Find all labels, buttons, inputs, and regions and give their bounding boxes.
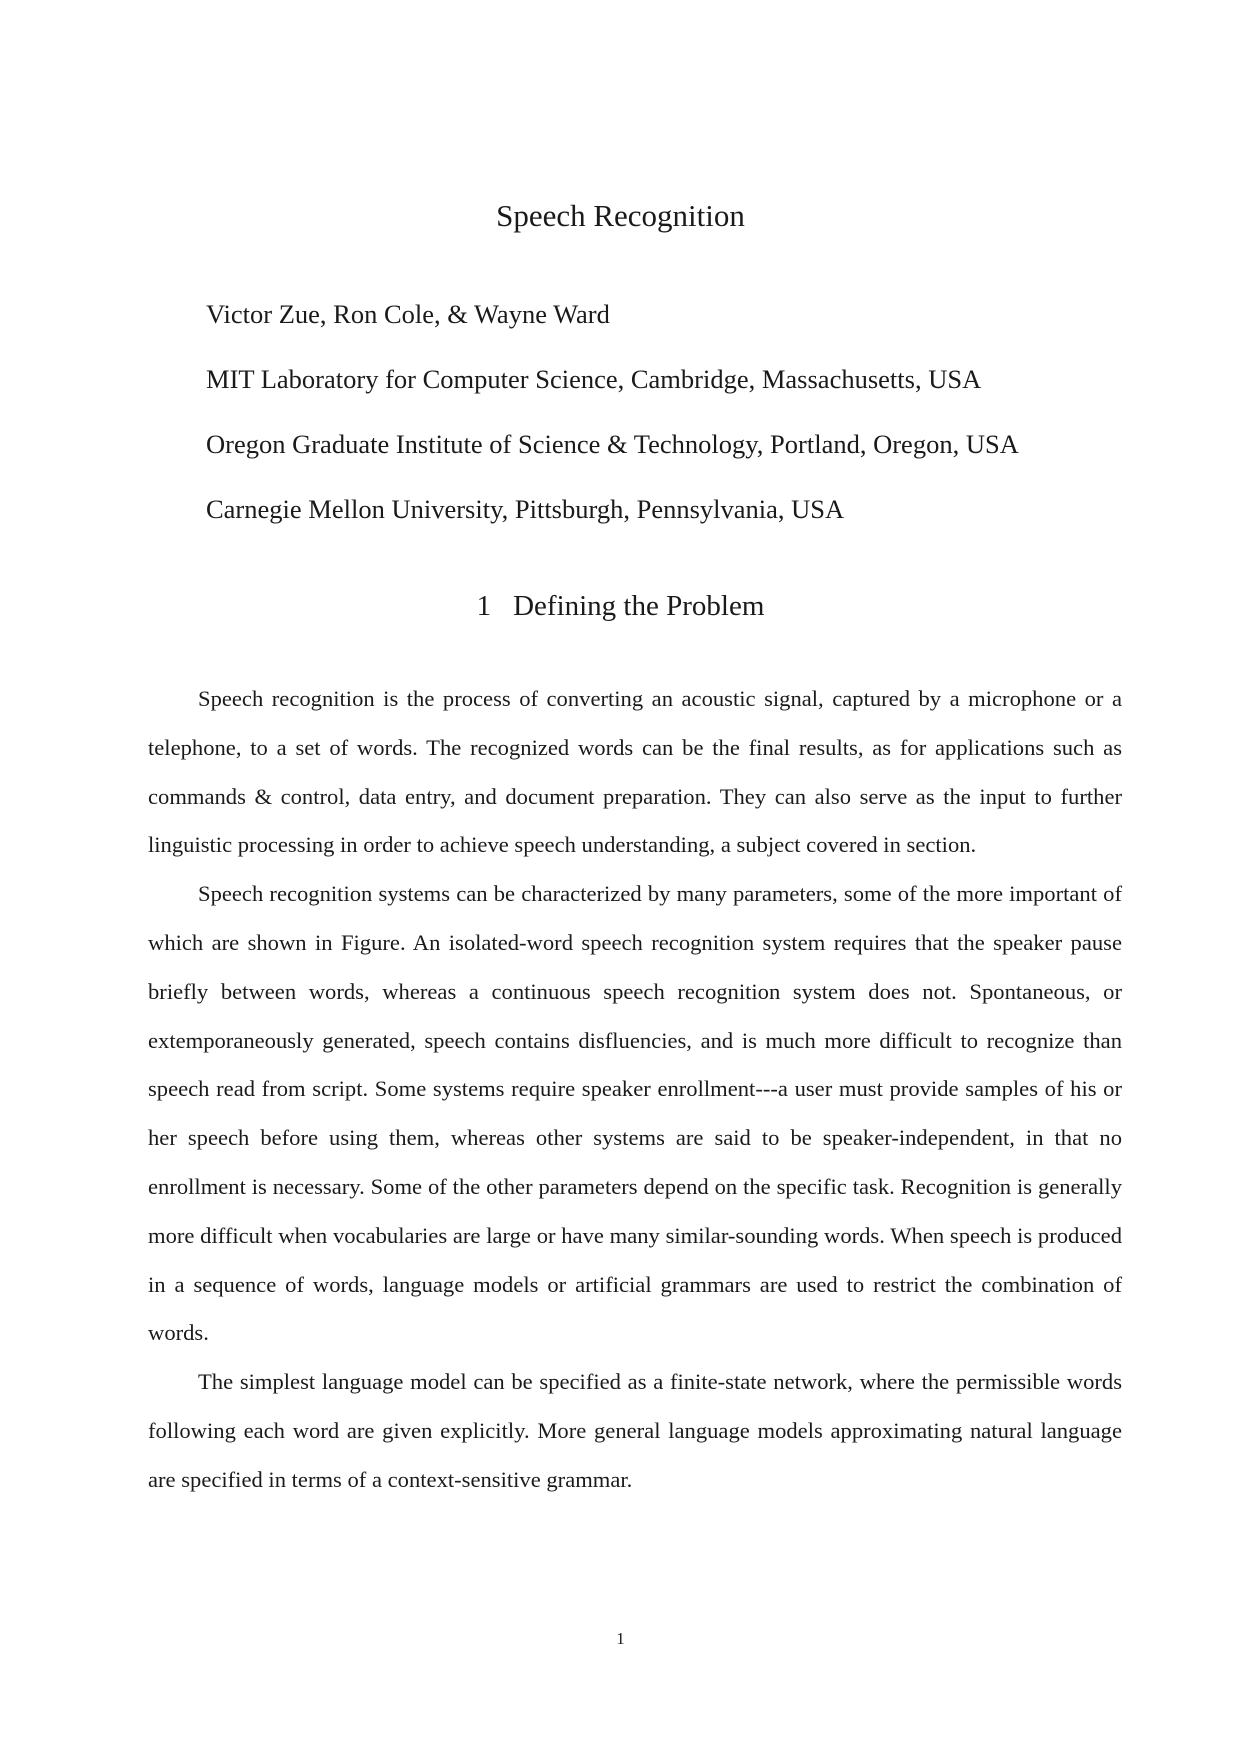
- section-number: 1: [476, 590, 492, 622]
- section-title: Defining the Problem: [513, 590, 765, 622]
- body-text: [148, 675, 1122, 1505]
- paragraph-3: The simplest language model can be specified as a finite-state network, where the permissible words following each word are given explicitly. More general language models approximating natural language are specified in terms of a context-sensitive grammar.: [148, 1369, 1122, 1492]
- page-number: 1: [616, 1629, 625, 1648]
- affiliation-mit: MIT Laboratory for Computer Science, Cambridge, Massachusetts, USA: [206, 364, 982, 394]
- paragraph-1: Speech recognition is the process of converting an acoustic signal, captured by a microphone or a telephone, to a set of words. The recognized words can be the final results, as for applications such as commands & control, data entry, and document preparation. They can also serve as the input to further linguistic processing in order to achieve speech understanding, a subject covered in section.: [148, 686, 1122, 858]
- paragraph-2: Speech recognition systems can be characterized by many parameters, some of the more important of which are shown in Figure. An isolated-word speech recognition system requires that the speaker pause briefly between words, whereas a continuous speech recognition system does not. Spontaneous, or extemporaneously generated, speech contains disfluencies, and is much more difficult to recognize than speech read from script. Some systems require speaker enrollment---a user must provide samples of his or her speech before using them, whereas other systems are said to be speaker-independent, in that no enrollment is necessary. Some of the other parameters depend on the specific task. Recognition is generally more difficult when vocabularies are large or have many similar-sounding words. When speech is produced in a sequence of words, language models or artificial grammars are used to restrict the combination of words.: [148, 881, 1122, 1346]
- affiliation-cmu: Carnegie Mellon University, Pittsburgh, Pennsylvania, USA: [206, 494, 845, 524]
- section-heading: [0, 587, 1241, 625]
- affiliation-ogi: Oregon Graduate Institute of Science & Technology, Portland, Oregon, USA: [206, 429, 1019, 459]
- author-list: Victor Zue, Ron Cole, & Wayne Ward: [206, 299, 610, 329]
- paper-title: Speech Recognition: [496, 198, 745, 233]
